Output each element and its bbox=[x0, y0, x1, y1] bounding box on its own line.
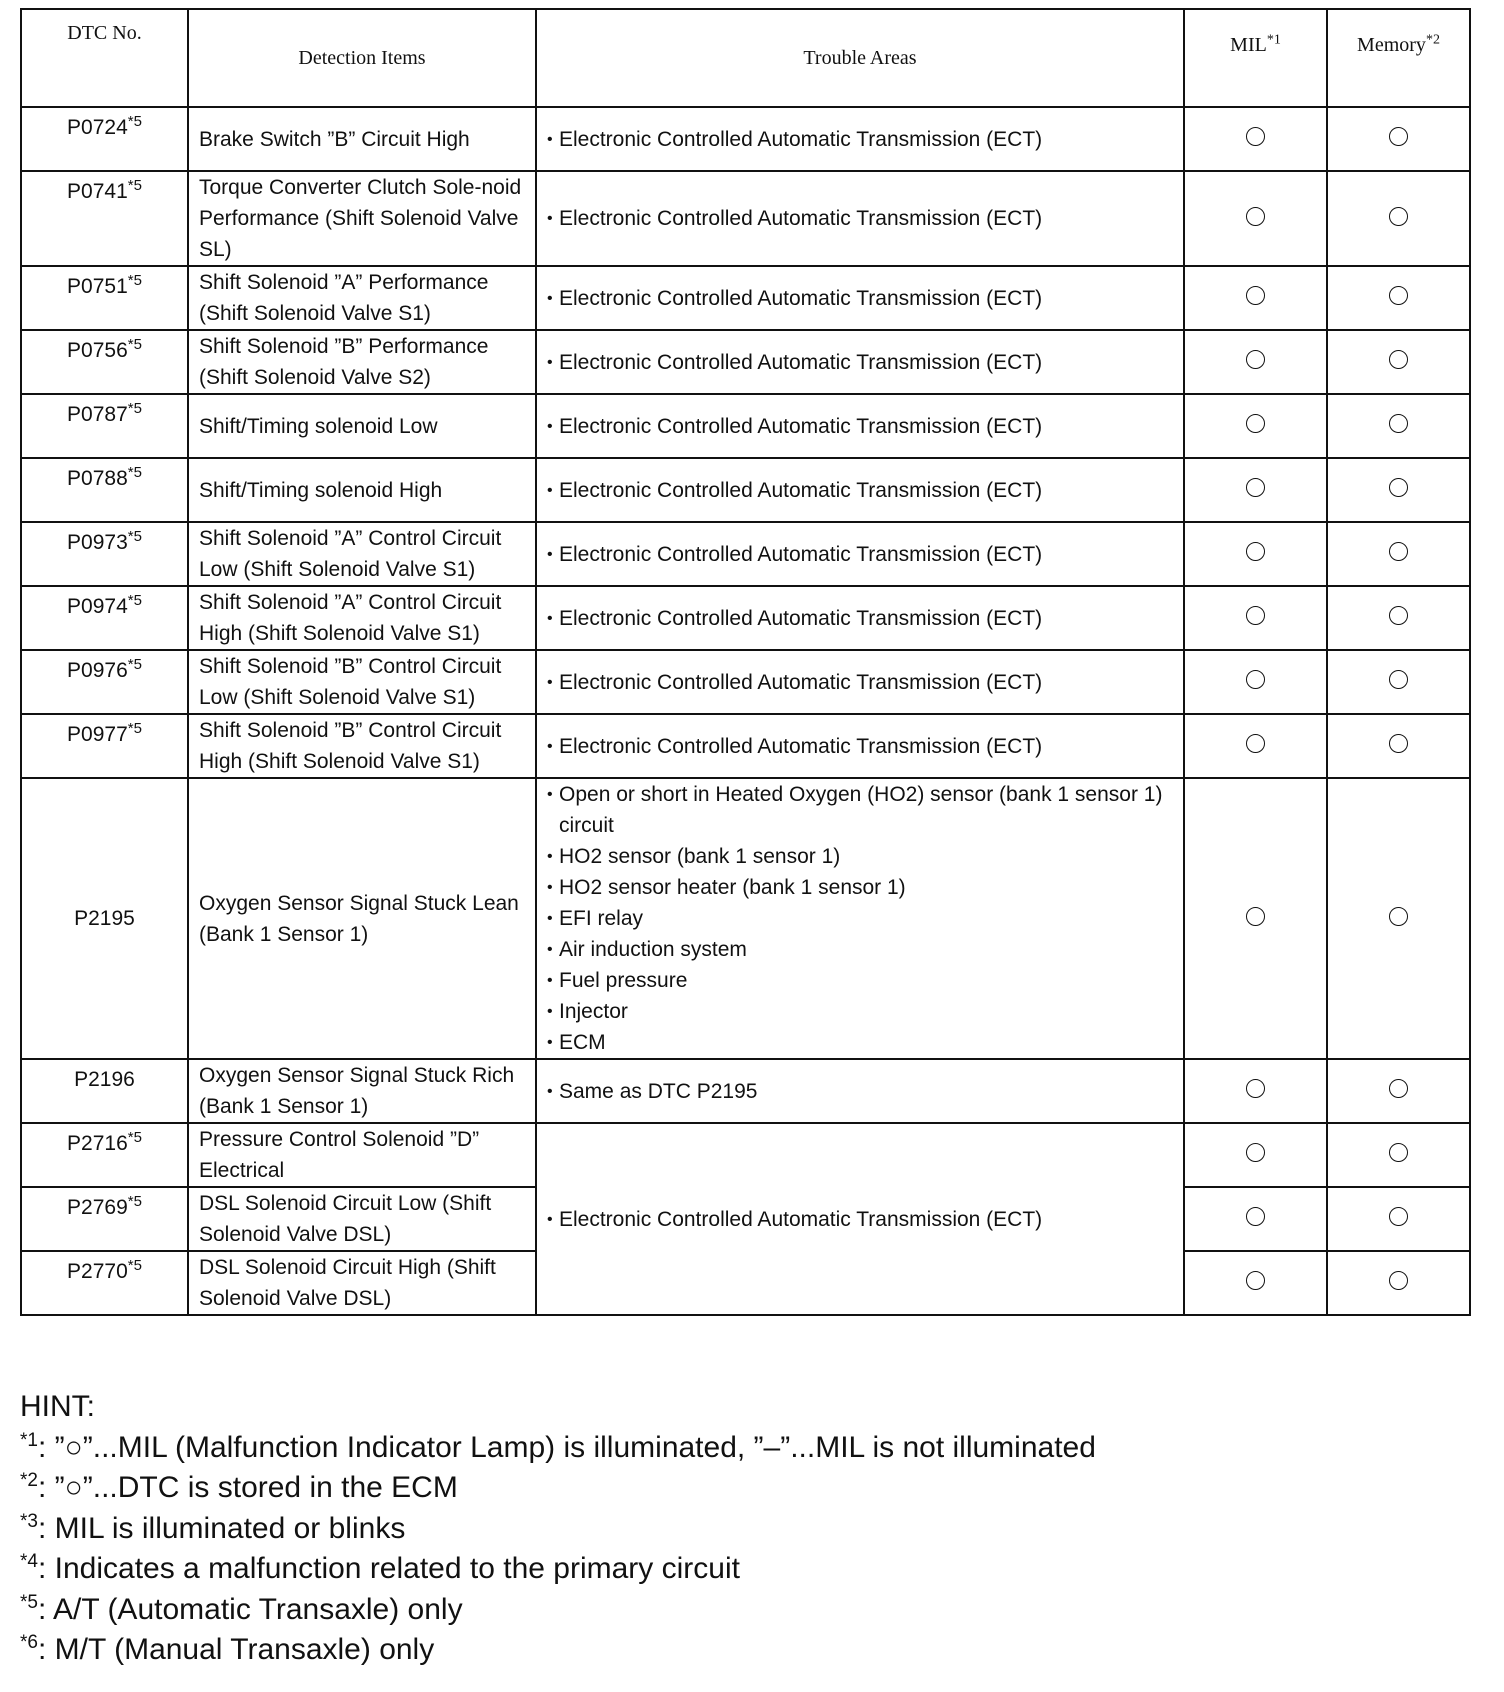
table-row bbox=[21, 394, 1470, 458]
mil-circle-icon bbox=[1246, 478, 1265, 497]
memory-cell bbox=[1327, 107, 1470, 171]
mil-cell bbox=[1184, 586, 1327, 650]
memory-circle-icon bbox=[1389, 207, 1408, 226]
hint-note-mark: *6 bbox=[20, 1632, 38, 1653]
memory-cell bbox=[1327, 1251, 1470, 1315]
dtc-code-sup: *5 bbox=[127, 400, 142, 417]
trouble-areas-cell bbox=[536, 650, 1184, 714]
memory-cell bbox=[1327, 1123, 1470, 1187]
dtc-code: P0741 bbox=[67, 180, 128, 203]
detection-item-cell bbox=[188, 778, 536, 1059]
memory-circle-icon bbox=[1389, 907, 1408, 926]
memory-circle-icon bbox=[1389, 1143, 1408, 1162]
memory-circle-icon bbox=[1389, 1271, 1408, 1290]
dtc-code: P0788 bbox=[67, 467, 128, 490]
mil-cell bbox=[1184, 778, 1327, 1059]
header-mil-sup: *1 bbox=[1266, 32, 1281, 48]
detection-item-text: Shift/Timing solenoid High bbox=[199, 478, 443, 502]
hint-note-mark: *5 bbox=[20, 1591, 38, 1613]
memory-cell bbox=[1327, 586, 1470, 650]
memory-cell bbox=[1327, 714, 1470, 778]
trouble-area-item: • Electronic Controlled Automatic Transmission (ECT) bbox=[547, 731, 1177, 762]
detection-item-text: Shift Solenoid ”A” Control Circuit Low (Shift Solenoid Valve S1) bbox=[199, 527, 502, 581]
dtc-code-cell bbox=[21, 522, 188, 586]
memory-cell bbox=[1327, 330, 1470, 394]
table-row bbox=[21, 778, 1470, 1059]
trouble-area-item: • Open or short in Heated Oxygen (HO2) sensor (bank 1 sensor 1) circuit bbox=[547, 779, 1177, 841]
dtc-code-sup: *5 bbox=[127, 1129, 142, 1146]
dtc-code: P2716 bbox=[67, 1132, 128, 1155]
hint-note bbox=[20, 1549, 1096, 1590]
dtc-table bbox=[20, 8, 1471, 1316]
header-mil bbox=[1184, 9, 1327, 107]
trouble-area-item: • Air induction system bbox=[547, 934, 1177, 965]
trouble-area-item: • Fuel pressure bbox=[547, 965, 1177, 996]
table-row bbox=[21, 171, 1470, 266]
dtc-code: P0974 bbox=[67, 595, 128, 618]
detection-item-text: Brake Switch ”B” Circuit High bbox=[199, 127, 470, 151]
dtc-code-sup: *5 bbox=[127, 592, 142, 609]
hint-note-mark: *2 bbox=[20, 1470, 38, 1491]
mil-cell bbox=[1184, 171, 1327, 266]
mil-circle-icon bbox=[1246, 414, 1265, 433]
detection-item-text: Shift Solenoid ”A” Control Circuit High (Shift Solenoid Valve S1) bbox=[199, 591, 502, 645]
dtc-code-sup: *5 bbox=[127, 528, 142, 545]
memory-circle-icon bbox=[1389, 478, 1408, 497]
trouble-area-item: • Electronic Controlled Automatic Transmission (ECT) bbox=[547, 124, 1177, 155]
hint-note-text: : MIL is illuminated or blinks bbox=[37, 1511, 406, 1545]
trouble-areas-list bbox=[547, 539, 1177, 570]
trouble-areas-list bbox=[547, 1204, 1177, 1235]
dtc-table-container bbox=[20, 8, 1469, 1316]
dtc-code-cell bbox=[21, 1059, 188, 1123]
mil-circle-icon bbox=[1246, 1079, 1265, 1098]
dtc-code-cell bbox=[21, 650, 188, 714]
memory-cell bbox=[1327, 778, 1470, 1059]
trouble-area-item: • Electronic Controlled Automatic Transmission (ECT) bbox=[547, 1204, 1177, 1235]
hint-note-text: : ”○”...DTC is stored in the ECM bbox=[37, 1471, 458, 1504]
trouble-area-item: • Same as DTC P2195 bbox=[547, 1076, 1177, 1107]
detection-item-cell bbox=[188, 1251, 536, 1315]
memory-circle-icon bbox=[1389, 670, 1408, 689]
memory-circle-icon bbox=[1389, 127, 1408, 146]
table-row bbox=[21, 266, 1470, 330]
header-memory-label: Memory bbox=[1357, 34, 1426, 56]
memory-cell bbox=[1327, 1187, 1470, 1251]
detection-item-cell bbox=[188, 171, 536, 266]
mil-cell bbox=[1184, 650, 1327, 714]
trouble-areas-list bbox=[547, 603, 1177, 634]
table-row bbox=[21, 714, 1470, 778]
dtc-code-cell bbox=[21, 171, 188, 266]
header-memory-sup: *2 bbox=[1425, 32, 1440, 48]
detection-item-text: Shift Solenoid ”B” Control Circuit High (Shift Solenoid Valve S1) bbox=[199, 719, 502, 773]
dtc-code-cell bbox=[21, 714, 188, 778]
mil-cell bbox=[1184, 330, 1327, 394]
memory-circle-icon bbox=[1389, 542, 1408, 561]
table-row bbox=[21, 330, 1470, 394]
dtc-code-cell bbox=[21, 1187, 188, 1251]
dtc-code: P0973 bbox=[67, 531, 128, 554]
memory-cell bbox=[1327, 1059, 1470, 1123]
mil-circle-icon bbox=[1246, 1271, 1265, 1290]
header-dtc-no: DTC No. bbox=[21, 9, 188, 107]
dtc-code-cell bbox=[21, 330, 188, 394]
trouble-area-item: • Electronic Controlled Automatic Transmission (ECT) bbox=[547, 603, 1177, 634]
header-memory bbox=[1327, 9, 1470, 107]
detection-item-text: Shift Solenoid ”B” Performance (Shift Solenoid Valve S2) bbox=[199, 335, 489, 389]
trouble-areas-cell bbox=[536, 1123, 1184, 1315]
memory-cell bbox=[1327, 394, 1470, 458]
trouble-area-item: • HO2 sensor heater (bank 1 sensor 1) bbox=[547, 872, 1177, 903]
mil-circle-icon bbox=[1246, 670, 1265, 689]
detection-item-text: Shift Solenoid ”A” Performance (Shift Solenoid Valve S1) bbox=[199, 271, 489, 325]
mil-circle-icon bbox=[1246, 350, 1265, 369]
trouble-area-item: • Injector bbox=[547, 996, 1177, 1027]
dtc-code: P0976 bbox=[67, 659, 128, 682]
memory-circle-icon bbox=[1389, 414, 1408, 433]
dtc-code: P0977 bbox=[67, 723, 128, 746]
trouble-areas-cell bbox=[536, 266, 1184, 330]
dtc-code: P0751 bbox=[67, 275, 128, 298]
detection-item-cell bbox=[188, 1187, 536, 1251]
mil-cell bbox=[1184, 458, 1327, 522]
detection-item-text: DSL Solenoid Circuit Low (Shift Solenoid Valve DSL) bbox=[199, 1192, 492, 1246]
memory-cell bbox=[1327, 266, 1470, 330]
trouble-areas-list bbox=[547, 1076, 1177, 1107]
trouble-areas-list bbox=[547, 347, 1177, 378]
trouble-areas-list bbox=[547, 124, 1177, 155]
trouble-areas-list bbox=[547, 411, 1177, 442]
table-row bbox=[21, 1059, 1470, 1123]
trouble-area-item: • Electronic Controlled Automatic Transmission (ECT) bbox=[547, 347, 1177, 378]
detection-item-cell bbox=[188, 1059, 536, 1123]
table-row bbox=[21, 522, 1470, 586]
detection-item-text: Pressure Control Solenoid ”D” Electrical bbox=[199, 1128, 480, 1182]
mil-cell bbox=[1184, 1059, 1327, 1123]
hint-note-text: : M/T (Manual Transaxle) only bbox=[37, 1633, 435, 1666]
trouble-areas-cell bbox=[536, 171, 1184, 266]
table-row bbox=[21, 1123, 1470, 1187]
dtc-code: P2195 bbox=[74, 906, 135, 930]
hint-note-mark: *4 bbox=[20, 1551, 38, 1572]
mil-cell bbox=[1184, 266, 1327, 330]
mil-circle-icon bbox=[1246, 1207, 1265, 1226]
hint-note-mark: *1 bbox=[20, 1429, 38, 1451]
dtc-code-cell bbox=[21, 107, 188, 171]
detection-item-cell bbox=[188, 394, 536, 458]
memory-circle-icon bbox=[1389, 1207, 1408, 1226]
hint-note bbox=[20, 1428, 1096, 1469]
detection-item-text: Oxygen Sensor Signal Stuck Rich (Bank 1 Sensor 1) bbox=[199, 1064, 515, 1118]
hint-note-text: : A/T (Automatic Transaxle) only bbox=[37, 1592, 463, 1626]
memory-cell bbox=[1327, 650, 1470, 714]
trouble-area-item: • EFI relay bbox=[547, 903, 1177, 934]
dtc-code-sup: *5 bbox=[127, 720, 142, 737]
dtc-code-cell bbox=[21, 1123, 188, 1187]
dtc-code-cell bbox=[21, 266, 188, 330]
memory-circle-icon bbox=[1389, 734, 1408, 753]
trouble-area-item: • ECM bbox=[547, 1027, 1177, 1058]
dtc-code: P0756 bbox=[67, 339, 128, 362]
trouble-areas-list bbox=[547, 779, 1177, 1058]
dtc-code: P2770 bbox=[67, 1260, 128, 1283]
hint-note-text: : Indicates a malfunction related to the primary circuit bbox=[37, 1552, 740, 1585]
table-row bbox=[21, 458, 1470, 522]
dtc-code-sup: *5 bbox=[127, 113, 142, 130]
dtc-code-sup: *5 bbox=[127, 336, 142, 353]
trouble-areas-cell bbox=[536, 1059, 1184, 1123]
hint-notes bbox=[20, 1428, 1096, 1671]
dtc-code-cell bbox=[21, 394, 188, 458]
trouble-area-item: • Electronic Controlled Automatic Transmission (ECT) bbox=[547, 411, 1177, 442]
trouble-area-item: • Electronic Controlled Automatic Transmission (ECT) bbox=[547, 203, 1177, 234]
table-row bbox=[21, 107, 1470, 171]
dtc-code-sup: *5 bbox=[127, 464, 142, 481]
dtc-code-sup: *5 bbox=[127, 1193, 142, 1210]
mil-circle-icon bbox=[1246, 1143, 1265, 1162]
hint-title: HINT: bbox=[20, 1390, 95, 1423]
mil-circle-icon bbox=[1246, 286, 1265, 305]
memory-cell bbox=[1327, 458, 1470, 522]
header-trouble-areas: Trouble Areas bbox=[536, 9, 1184, 107]
dtc-code: P0787 bbox=[67, 403, 128, 426]
memory-cell bbox=[1327, 522, 1470, 586]
dtc-code-cell bbox=[21, 1251, 188, 1315]
dtc-code-sup: *5 bbox=[127, 656, 142, 673]
dtc-code: P2769 bbox=[67, 1196, 128, 1219]
trouble-areas-list bbox=[547, 667, 1177, 698]
detection-item-cell bbox=[188, 266, 536, 330]
detection-item-cell bbox=[188, 458, 536, 522]
header-detection-items: Detection Items bbox=[188, 9, 536, 107]
trouble-areas-cell bbox=[536, 778, 1184, 1059]
trouble-areas-list bbox=[547, 283, 1177, 314]
mil-circle-icon bbox=[1246, 734, 1265, 753]
trouble-area-item: • HO2 sensor (bank 1 sensor 1) bbox=[547, 841, 1177, 872]
detection-item-cell bbox=[188, 330, 536, 394]
trouble-areas-cell bbox=[536, 330, 1184, 394]
trouble-area-item: • Electronic Controlled Automatic Transmission (ECT) bbox=[547, 667, 1177, 698]
mil-cell bbox=[1184, 394, 1327, 458]
dtc-code-sup: *5 bbox=[127, 177, 142, 194]
mil-circle-icon bbox=[1246, 542, 1265, 561]
dtc-code: P0724 bbox=[67, 116, 128, 139]
dtc-code-cell bbox=[21, 778, 188, 1059]
trouble-area-item: • Electronic Controlled Automatic Transmission (ECT) bbox=[547, 539, 1177, 570]
hint-note bbox=[20, 1509, 1096, 1550]
mil-cell bbox=[1184, 714, 1327, 778]
detection-item-text: Shift Solenoid ”B” Control Circuit Low (Shift Solenoid Valve S1) bbox=[199, 655, 502, 709]
mil-circle-icon bbox=[1246, 606, 1265, 625]
table-row bbox=[21, 650, 1470, 714]
trouble-areas-cell bbox=[536, 458, 1184, 522]
hint-note bbox=[20, 1630, 1096, 1671]
dtc-code: P2196 bbox=[74, 1068, 135, 1091]
detection-item-cell bbox=[188, 522, 536, 586]
hint-note-text: : ”○”...MIL (Malfunction Indicator Lamp) is illuminated, ”–”...MIL is not illuminated bbox=[37, 1430, 1096, 1464]
mil-circle-icon bbox=[1246, 127, 1265, 146]
hint-note-mark: *3 bbox=[20, 1510, 38, 1532]
mil-circle-icon bbox=[1246, 207, 1265, 226]
memory-circle-icon bbox=[1389, 1079, 1408, 1098]
table-row bbox=[21, 586, 1470, 650]
trouble-areas-cell bbox=[536, 394, 1184, 458]
hint-section bbox=[20, 1387, 1096, 1671]
trouble-areas-cell bbox=[536, 107, 1184, 171]
mil-cell bbox=[1184, 1251, 1327, 1315]
trouble-areas-list bbox=[547, 203, 1177, 234]
table-header-row bbox=[21, 9, 1470, 107]
memory-cell bbox=[1327, 171, 1470, 266]
trouble-area-item: • Electronic Controlled Automatic Transmission (ECT) bbox=[547, 283, 1177, 314]
memory-circle-icon bbox=[1389, 286, 1408, 305]
trouble-areas-list bbox=[547, 475, 1177, 506]
dtc-table-body bbox=[21, 107, 1470, 1315]
mil-cell bbox=[1184, 522, 1327, 586]
memory-circle-icon bbox=[1389, 606, 1408, 625]
trouble-areas-cell bbox=[536, 522, 1184, 586]
mil-cell bbox=[1184, 107, 1327, 171]
detection-item-text: Torque Converter Clutch Sole-noid Performance (Shift Solenoid Valve SL) bbox=[199, 176, 522, 261]
hint-note bbox=[20, 1590, 1096, 1631]
dtc-code-cell bbox=[21, 458, 188, 522]
detection-item-cell bbox=[188, 714, 536, 778]
hint-note bbox=[20, 1468, 1096, 1509]
memory-circle-icon bbox=[1389, 350, 1408, 369]
dtc-code-sup: *5 bbox=[127, 272, 142, 289]
mil-cell bbox=[1184, 1187, 1327, 1251]
dtc-code-cell bbox=[21, 586, 188, 650]
header-mil-label: MIL bbox=[1230, 34, 1267, 56]
trouble-areas-list bbox=[547, 731, 1177, 762]
detection-item-cell bbox=[188, 1123, 536, 1187]
mil-cell bbox=[1184, 1123, 1327, 1187]
detection-item-text: Oxygen Sensor Signal Stuck Lean (Bank 1 Sensor 1) bbox=[199, 891, 519, 946]
dtc-code-sup: *5 bbox=[127, 1257, 142, 1274]
detection-item-text: DSL Solenoid Circuit High (Shift Solenoid Valve DSL) bbox=[199, 1256, 496, 1310]
trouble-area-item: • Electronic Controlled Automatic Transmission (ECT) bbox=[547, 475, 1177, 506]
detection-item-cell bbox=[188, 650, 536, 714]
detection-item-text: Shift/Timing solenoid Low bbox=[199, 414, 438, 438]
trouble-areas-cell bbox=[536, 714, 1184, 778]
detection-item-cell bbox=[188, 107, 536, 171]
mil-circle-icon bbox=[1246, 907, 1265, 926]
trouble-areas-cell bbox=[536, 586, 1184, 650]
detection-item-cell bbox=[188, 586, 536, 650]
